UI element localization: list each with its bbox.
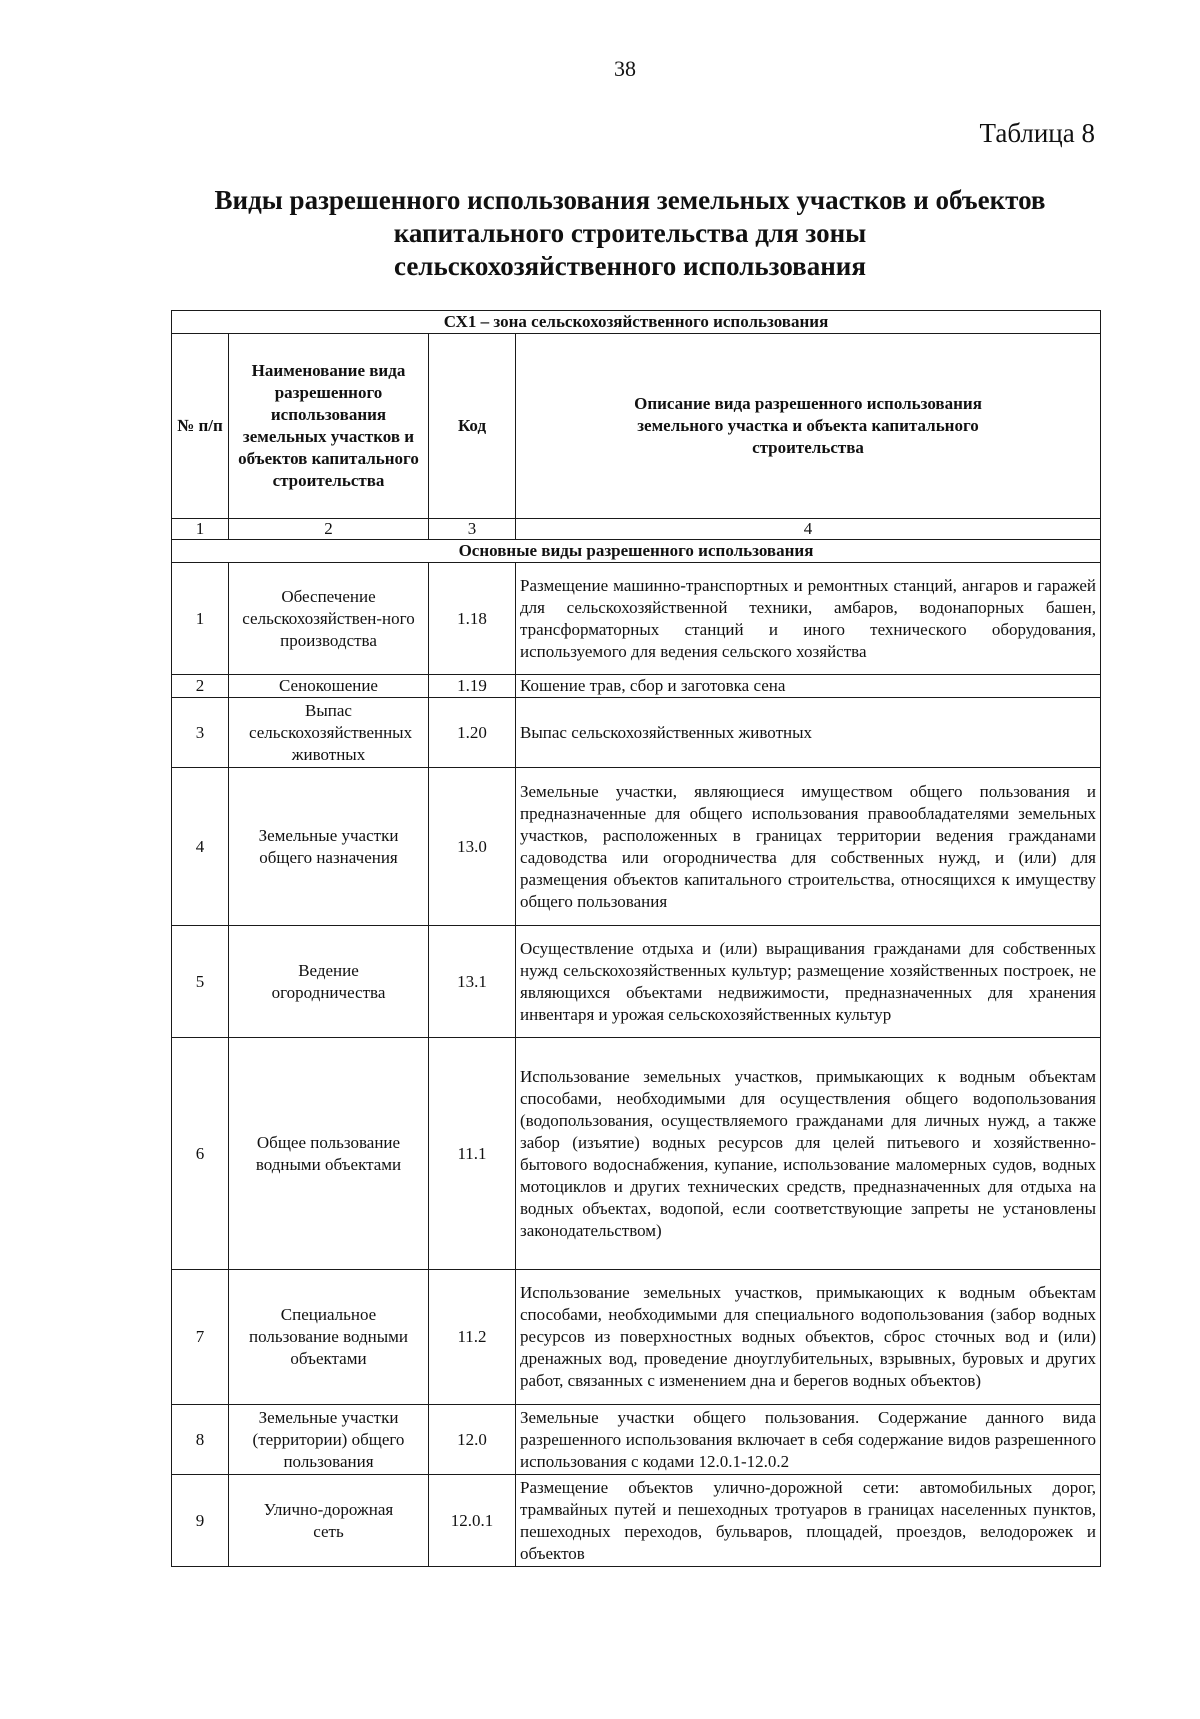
section-header: Основные виды разрешенного использования: [172, 540, 1101, 563]
table-row: [172, 1038, 1101, 1270]
header-number: № п/п: [172, 334, 229, 519]
page-number: 38: [614, 56, 636, 81]
header-name: Наименование вида разрешенного использования земельных участков и объектов капитального строительства: [229, 334, 429, 519]
row-description: Выпас сельскохозяйственных животных: [516, 698, 1101, 768]
row-name: Специальное пользование водными объектами: [229, 1270, 429, 1405]
row-description: Земельные участки, являющиеся имуществом общего пользования и предназначенные для общего использования правообладателями земельных участков, расположенных в границах территории ведения гражданами садоводства или огородничества для собственных нужд, и (или) для размещения объектов капитального строительства, относящихся к имуществу общего пользования: [516, 768, 1101, 926]
column-number: 1: [172, 519, 229, 540]
row-code: 13.1: [429, 926, 516, 1038]
row-name: Общее пользование водными объектами: [229, 1038, 429, 1270]
document-title: [150, 184, 1110, 283]
row-name: Земельные участки (территории) общего пользования: [229, 1405, 429, 1475]
row-code: 11.2: [429, 1270, 516, 1405]
table-row: [172, 1270, 1101, 1405]
table-row: [172, 563, 1101, 675]
row-number: 5: [172, 926, 229, 1038]
row-name: Сенокошение: [229, 675, 429, 698]
row-number: 8: [172, 1405, 229, 1475]
row-description: Размещение объектов улично-дорожной сети: автомобильных дорог, трамвайных путей и пешеходных тротуаров в границах населенных пунктов, пешеходных переходов, бульваров, площадей, проездов, велодорожек и объектов: [516, 1475, 1101, 1567]
row-code: 1.19: [429, 675, 516, 698]
row-name: Ведение огородничества: [229, 926, 429, 1038]
row-code: 12.0.1: [429, 1475, 516, 1567]
row-name: Земельные участки общего назначения: [229, 768, 429, 926]
header-code: Код: [429, 334, 516, 519]
row-number: 2: [172, 675, 229, 698]
row-code: 12.0: [429, 1405, 516, 1475]
row-number: 9: [172, 1475, 229, 1567]
row-description: Размещение машинно-транспортных и ремонтных станций, ангаров и гаражей для сельскохозяйственной техники, амбаров, водонапорных башен, трансформаторных станций и иного технического оборудования, используемого для ведения сельского хозяйства: [516, 563, 1101, 675]
row-description: Использование земельных участков, примыкающих к водным объектам способами, необходимыми для осуществления общего водопользования (водопользования, осуществляемого гражданами для личных нужд, а также забор (изъятие) водных ресурсов для целей питьевого и хозяйственно-бытового водоснабжения, купание, использование маломерных судов, водных мотоциклов и других технических средств, предназначенных для отдыха на водных объектах, водопой, если соответствующие запреты не установлены законодательством): [516, 1038, 1101, 1270]
column-number: 4: [516, 519, 1101, 540]
row-number: 4: [172, 768, 229, 926]
column-number: 3: [429, 519, 516, 540]
row-code: 13.0: [429, 768, 516, 926]
column-number: 2: [229, 519, 429, 540]
title-line: Виды разрешенного использования земельных участков и объектов: [214, 185, 1046, 215]
zone-header: СХ1 – зона сельскохозяйственного использования: [172, 311, 1101, 334]
table-row: [172, 698, 1101, 768]
table-row: [172, 926, 1101, 1038]
title-line: капитального строительства для зоны: [393, 218, 867, 248]
row-number: 7: [172, 1270, 229, 1405]
row-number: 6: [172, 1038, 229, 1270]
permitted-use-table: [171, 310, 1101, 1567]
table-row: [172, 675, 1101, 698]
row-description: Использование земельных участков, примыкающих к водным объектам способами, необходимыми для специального водопользования (забор водных ресурсов из поверхностных водных объектов, сброс сточных вод и (или) дренажных вод, проведение дноуглубительных, взрывных, буровых и других работ, связанных с изменением дна и берегов водных объектов): [516, 1270, 1101, 1405]
row-code: 1.20: [429, 698, 516, 768]
row-description: Кошение трав, сбор и заготовка сена: [516, 675, 1101, 698]
row-number: 1: [172, 563, 229, 675]
row-description: Земельные участки общего пользования. Содержание данного вида разрешенного использования включает в себя содержание видов разрешенного использования с кодами 12.0.1-12.0.2: [516, 1405, 1101, 1475]
row-name: Улично-дорожная сеть: [229, 1475, 429, 1567]
table-row: [172, 1405, 1101, 1475]
table-row: [172, 1475, 1101, 1567]
header-description: Описание вида разрешенного использования земельного участка и объекта капитального строительства: [516, 334, 1101, 519]
table-label: Таблица 8: [979, 118, 1095, 148]
row-description: Осуществление отдыха и (или) выращивания гражданами для собственных нужд сельскохозяйственных культур; размещение хозяйственных построек, не являющихся объектами недвижимости, предназначенных для хранения инвентаря и урожая сельскохозяйственных культур: [516, 926, 1101, 1038]
row-code: 1.18: [429, 563, 516, 675]
title-line: сельскохозяйственного использования: [394, 251, 866, 281]
row-number: 3: [172, 698, 229, 768]
row-code: 11.1: [429, 1038, 516, 1270]
table-row: [172, 768, 1101, 926]
row-name: Обеспечение сельскохозяйствен-ного производства: [229, 563, 429, 675]
row-name: Выпас сельскохозяйственных животных: [229, 698, 429, 768]
